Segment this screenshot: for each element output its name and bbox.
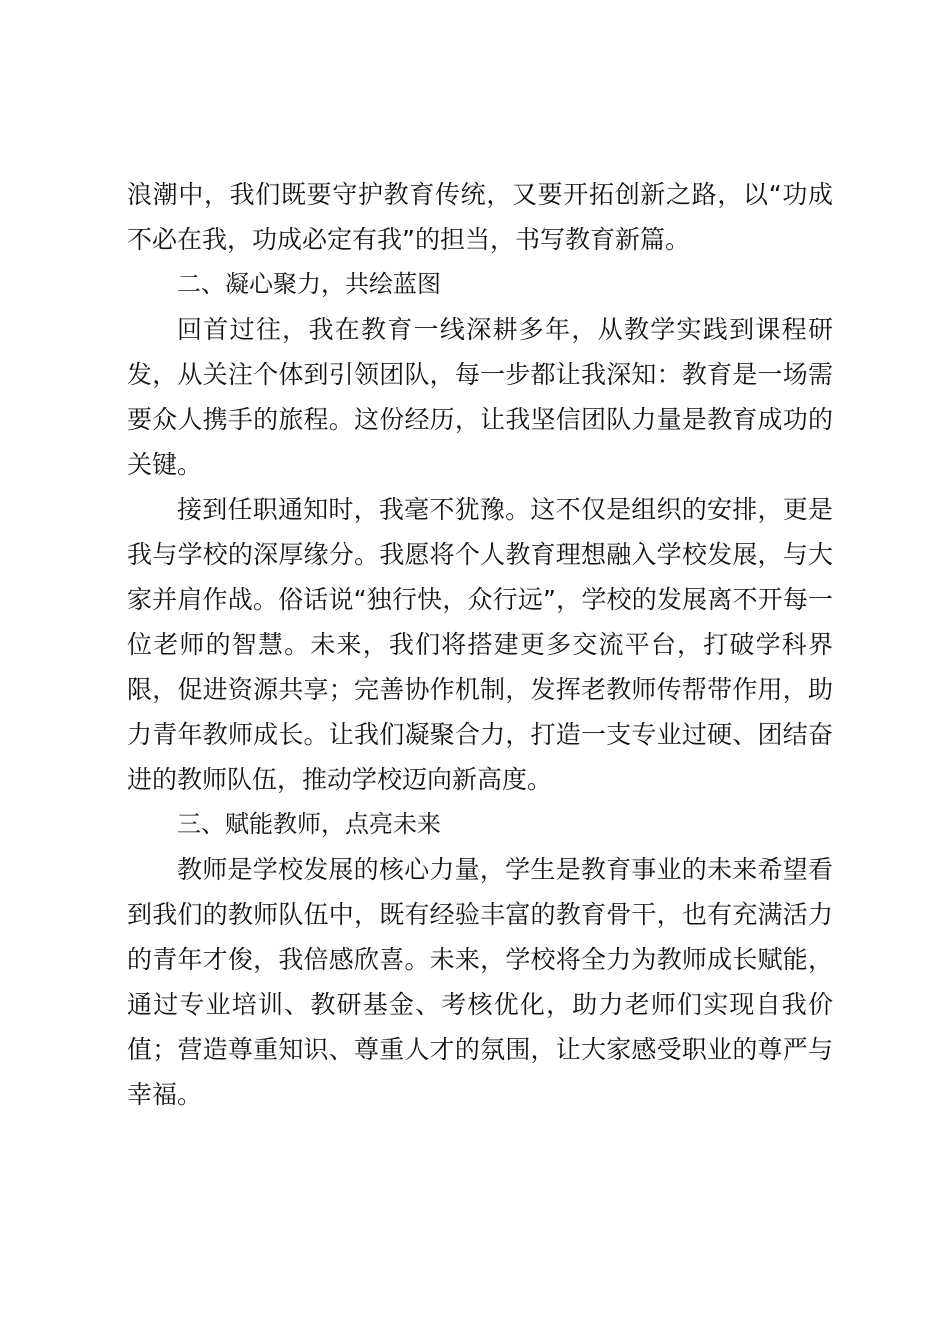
paragraph-teachers: 教师是学校发展的核心力量，学生是教育事业的未来希望看到我们的教师队伍中，既有经验丰富的教育骨干，也有充满活力的青年才俊，我倍感欣喜。未来，学校将全力为教师成长赋能，通过专业培训、教研基金、考核优化，助力老师们实现自我价值；营造尊重知识、尊重人才的氛围，让大家感受职业的尊严与幸福。 [127, 855, 833, 1109]
section-heading-2: 二、凝心聚力，共绘蓝图 [177, 270, 441, 298]
paragraph-continuation: 浪潮中，我们既要守护教育传统，又要开拓创新之路，以“功成不必在我，功成必定有我”的担当，书写教育新篇。 [127, 180, 833, 254]
paragraph-review: 回首过往，我在教育一线深耕多年，从教学实践到课程研发，从关注个体到引领团队，每一步都让我深知：教育是一场需要众人携手的旅程。这份经历，让我坚信团队力量是教育成功的关键。 [127, 315, 833, 479]
paragraph-appointment: 接到任职通知时，我毫不犹豫。这不仅是组织的安排，更是我与学校的深厚缘分。我愿将个人教育理想融入学校发展，与大家并肩作战。俗话说“独行快，众行远”，学校的发展离不开每一位老师的智慧。未来，我们将搭建更多交流平台，打破学科界限，促进资源共享；完善协作机制，发挥老教师传帮带作用，助力青年教师成长。让我们凝聚合力，打造一支专业过硬、团结奋进的教师队伍，推动学校迈向新高度。 [127, 495, 833, 794]
document-page [127, 172, 833, 1117]
section-heading-3: 三、赋能教师，点亮未来 [177, 810, 441, 838]
